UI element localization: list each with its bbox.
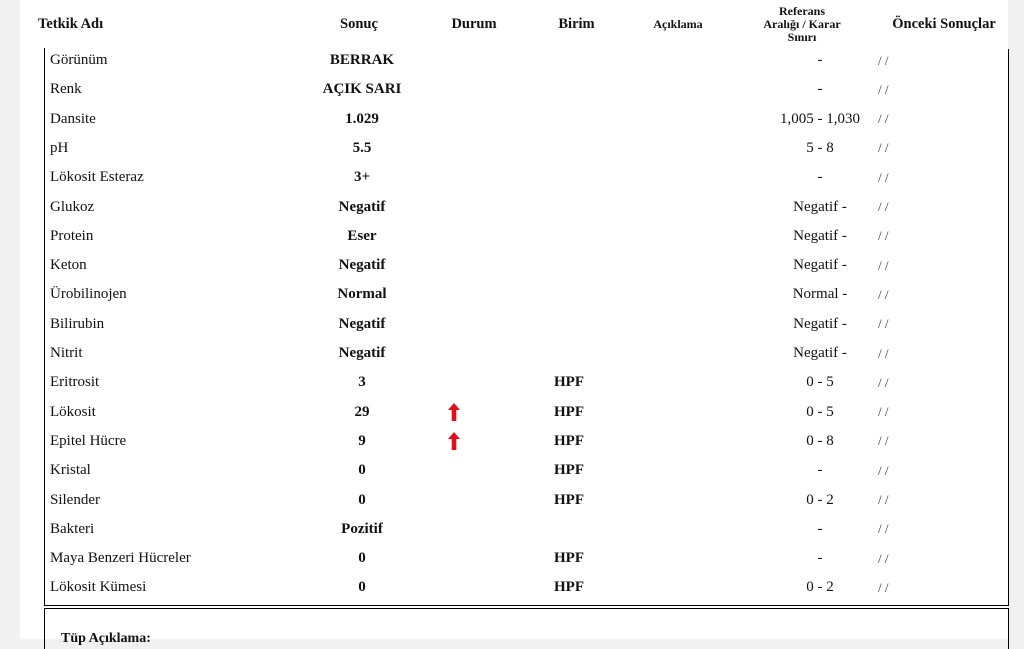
reference-range: Negatif - bbox=[793, 345, 847, 361]
test-result: 0 bbox=[358, 579, 366, 596]
header-note: Açıklama bbox=[653, 17, 703, 31]
test-result: 9 bbox=[358, 432, 366, 449]
table-row bbox=[44, 427, 1007, 456]
table-row bbox=[44, 75, 1007, 104]
test-name: Görünüm bbox=[44, 48, 290, 73]
table-row bbox=[44, 573, 1007, 602]
previous-result: / / bbox=[878, 345, 889, 361]
previous-result: / / bbox=[878, 316, 889, 332]
previous-result: / / bbox=[878, 462, 889, 478]
test-result: 5.5 bbox=[352, 139, 372, 156]
test-result: 0 bbox=[358, 491, 366, 508]
status-cell bbox=[424, 280, 484, 309]
test-unit bbox=[534, 163, 604, 192]
status-cell bbox=[424, 310, 484, 339]
test-unit bbox=[534, 251, 604, 280]
status-cell bbox=[424, 193, 484, 222]
previous-result: / / bbox=[878, 550, 889, 566]
status-cell bbox=[424, 398, 484, 427]
reference-range: 0 - 5 bbox=[806, 374, 834, 391]
header-reference-line2: Aralığı / Karar bbox=[763, 17, 841, 31]
header-test-name: Tetkik Adı bbox=[38, 16, 104, 32]
test-name: Keton bbox=[44, 253, 290, 278]
test-name: Eritrosit bbox=[44, 370, 290, 395]
test-result: Eser bbox=[347, 227, 377, 244]
test-name: Dansite bbox=[44, 107, 290, 132]
status-cell bbox=[424, 46, 484, 75]
reference-range: Negatif - bbox=[793, 198, 847, 215]
test-unit bbox=[534, 515, 604, 544]
table-row bbox=[44, 486, 1007, 515]
header-reference-line3: Sınırı bbox=[787, 30, 817, 44]
status-cell bbox=[424, 163, 484, 192]
reference-range: Negatif - bbox=[793, 257, 847, 274]
test-result: AÇIK SARI bbox=[322, 81, 402, 98]
status-cell bbox=[424, 573, 484, 602]
reference-range: - bbox=[817, 81, 823, 98]
status-cell bbox=[424, 222, 484, 251]
status-cell bbox=[424, 105, 484, 134]
table-row bbox=[44, 368, 1007, 397]
test-name: Glukoz bbox=[44, 195, 290, 220]
status-cell bbox=[424, 134, 484, 163]
previous-result: / / bbox=[878, 374, 889, 390]
test-result: Negatif bbox=[338, 315, 386, 332]
test-unit bbox=[534, 339, 604, 368]
previous-result: / / bbox=[878, 286, 889, 302]
reference-range: 0 - 5 bbox=[806, 403, 834, 420]
table-header bbox=[24, 0, 1008, 49]
test-name: Renk bbox=[44, 77, 290, 102]
reference-range: - bbox=[817, 169, 823, 186]
previous-result: / / bbox=[878, 521, 889, 537]
table-row bbox=[44, 105, 1007, 134]
previous-result: / / bbox=[878, 579, 889, 595]
test-unit bbox=[534, 222, 604, 251]
test-name: Ürobilinojen bbox=[44, 282, 290, 307]
test-name: Nitrit bbox=[44, 341, 290, 366]
test-name: Epitel Hücre bbox=[44, 429, 290, 454]
table-row bbox=[44, 46, 1007, 75]
previous-result: / / bbox=[878, 492, 889, 507]
reference-range: Normal - bbox=[792, 286, 848, 303]
reference-range: - bbox=[817, 52, 823, 68]
test-name: Bilirubin bbox=[44, 312, 290, 337]
test-name: Bakteri bbox=[44, 517, 290, 542]
test-name: pH bbox=[44, 136, 290, 161]
previous-result: / / bbox=[878, 433, 889, 449]
up-arrow-icon bbox=[447, 431, 461, 451]
reference-range: 1,005 - 1,030 bbox=[780, 110, 860, 127]
table-row bbox=[44, 193, 1007, 222]
previous-result: / / bbox=[878, 199, 889, 214]
reference-range: - bbox=[817, 462, 823, 479]
test-unit: HPF bbox=[554, 579, 584, 596]
test-unit bbox=[534, 75, 604, 104]
table-row bbox=[44, 163, 1007, 192]
table-row bbox=[44, 398, 1007, 427]
previous-result: / / bbox=[878, 81, 889, 97]
status-cell bbox=[424, 544, 484, 573]
previous-result: / / bbox=[878, 52, 889, 68]
test-unit bbox=[534, 46, 604, 75]
header-reference bbox=[746, 0, 858, 49]
test-result: 0 bbox=[358, 462, 366, 479]
up-arrow-icon bbox=[447, 402, 461, 422]
table-row bbox=[44, 280, 1007, 309]
status-cell bbox=[424, 75, 484, 104]
test-name: Lökosit Kümesi bbox=[44, 575, 290, 600]
test-result: 0 bbox=[358, 550, 366, 567]
test-result: 3+ bbox=[353, 169, 371, 186]
test-name: Maya Benzeri Hücreler bbox=[44, 546, 290, 571]
test-unit bbox=[534, 134, 604, 163]
test-unit bbox=[534, 193, 604, 222]
test-result: Negatif bbox=[338, 257, 386, 274]
test-unit bbox=[534, 105, 604, 134]
table-row bbox=[44, 251, 1007, 280]
status-cell bbox=[424, 339, 484, 368]
test-result: 29 bbox=[354, 403, 370, 420]
test-name: Kristal bbox=[44, 458, 290, 483]
test-name: Silender bbox=[44, 488, 290, 513]
status-cell bbox=[424, 251, 484, 280]
test-result: Negatif bbox=[338, 345, 386, 361]
test-result: Negatif bbox=[338, 198, 386, 215]
previous-result: / / bbox=[878, 257, 889, 273]
previous-result: / / bbox=[878, 140, 889, 156]
header-previous-results: Önceki Sonuçlar bbox=[892, 16, 996, 32]
test-unit: HPF bbox=[554, 491, 584, 508]
header-result: Sonuç bbox=[340, 16, 378, 32]
reference-range: 0 - 2 bbox=[806, 579, 834, 596]
reference-range: 5 - 8 bbox=[806, 139, 834, 156]
status-cell bbox=[424, 486, 484, 515]
test-unit: HPF bbox=[554, 550, 584, 567]
tube-note-label: Tüp Açıklama: bbox=[61, 631, 151, 646]
reference-range: - bbox=[817, 550, 823, 567]
test-name: Lökosit bbox=[44, 400, 290, 425]
header-status: Durum bbox=[451, 16, 497, 32]
status-cell bbox=[424, 368, 484, 397]
table-row bbox=[44, 515, 1007, 544]
test-result: 1.029 bbox=[345, 110, 379, 127]
status-cell bbox=[424, 427, 484, 456]
previous-result: / / bbox=[878, 404, 889, 420]
reference-range: 0 - 8 bbox=[806, 432, 834, 449]
status-cell bbox=[424, 515, 484, 544]
test-unit: HPF bbox=[554, 374, 584, 391]
table-row bbox=[44, 339, 1007, 368]
test-unit: HPF bbox=[554, 403, 584, 420]
test-unit: HPF bbox=[554, 432, 584, 449]
header-reference-line1: Referans bbox=[779, 4, 825, 18]
table-row bbox=[44, 456, 1007, 485]
previous-result: / / bbox=[878, 228, 889, 244]
reference-range: Negatif - bbox=[793, 227, 847, 244]
test-name: Protein bbox=[44, 224, 290, 249]
table-row bbox=[44, 310, 1007, 339]
test-unit bbox=[534, 280, 604, 309]
header-unit: Birim bbox=[558, 16, 595, 32]
test-result: Normal bbox=[337, 286, 387, 303]
test-unit bbox=[534, 310, 604, 339]
tube-note-box bbox=[44, 608, 1009, 649]
status-cell bbox=[424, 456, 484, 485]
table-row bbox=[44, 134, 1007, 163]
reference-range: Negatif - bbox=[793, 315, 847, 332]
reference-range: - bbox=[817, 520, 823, 537]
reference-range: 0 - 2 bbox=[806, 491, 834, 508]
test-name: Lökosit Esteraz bbox=[44, 165, 290, 190]
table-row bbox=[44, 222, 1007, 251]
test-unit: HPF bbox=[554, 462, 584, 479]
test-result: Pozitif bbox=[341, 520, 383, 537]
table-row bbox=[44, 544, 1007, 573]
test-result: 3 bbox=[358, 374, 366, 391]
test-result: BERRAK bbox=[329, 52, 395, 68]
previous-result: / / bbox=[878, 169, 889, 185]
previous-result: / / bbox=[878, 111, 889, 127]
